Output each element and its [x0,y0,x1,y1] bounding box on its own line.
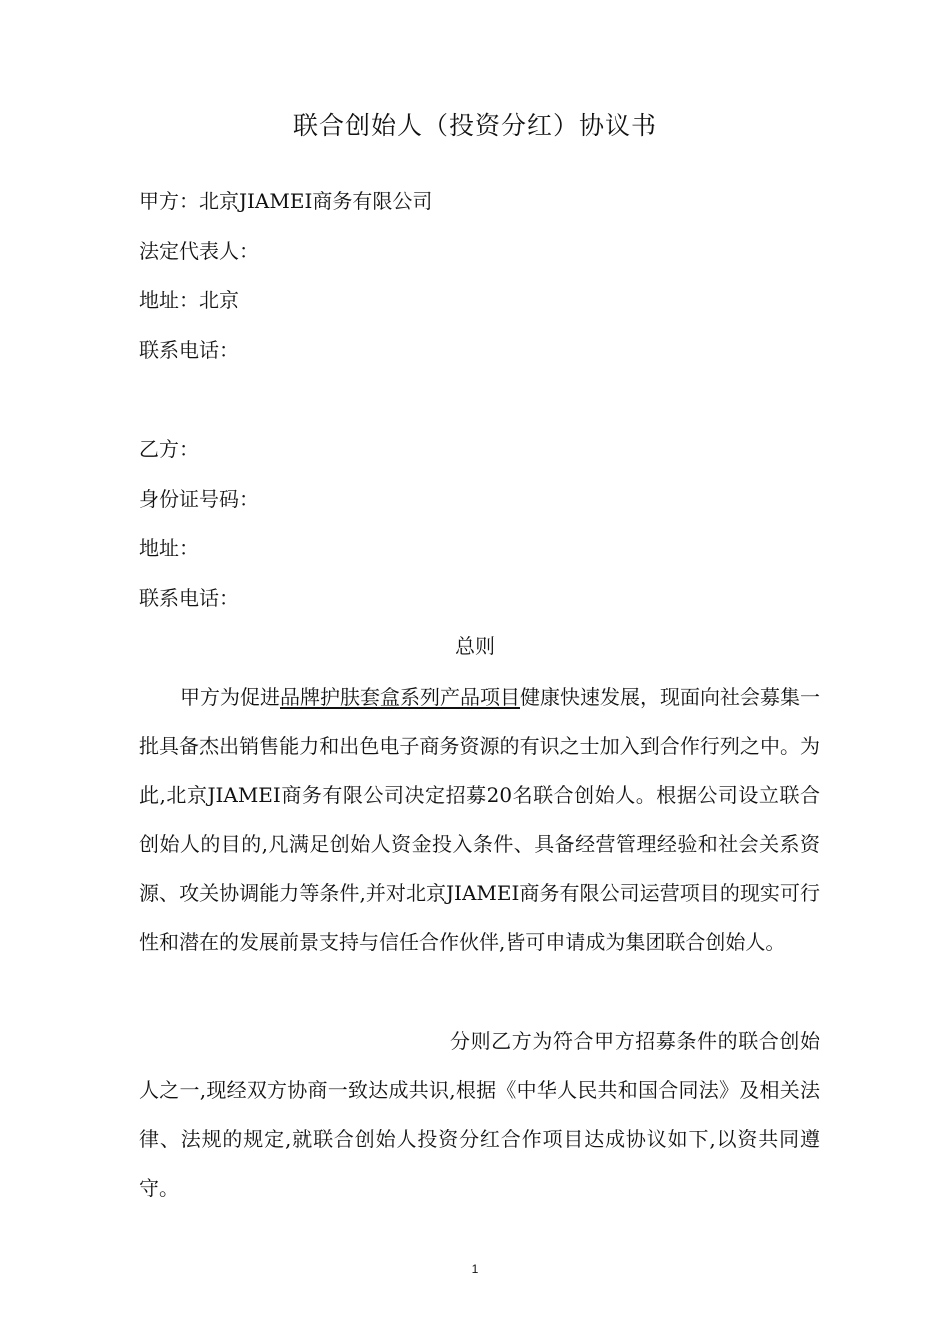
general-paragraph-body: 健康快速发展，现面向社会募集一批具备杰出销售能力和出色电子商务资源的有识之士加入到合作行列之中。为此,北京JIAMEI商务有限公司决定招募20名联合创始人。根据公司设立联合创始人的目的,凡满足创始人资金投入条件、具备经营管理经验和社会关系资源、攻关协调能力等条件,并对北京JIAMEI商务有限公司运营项目的现实可行性和潜在的发展前景支持与信任合作伙伴,皆可申请成为集团联合创始人。 [139,685,820,954]
general-heading: 总则 [455,634,495,658]
party-a-legal-representative: 法定代表人： [139,239,259,263]
party-b-address: 地址： [139,536,199,560]
detail-paragraph: 分则乙方为符合甲方招募条件的联合创始人之一,现经双方协商一致达成共识,根据《中华人民共和国合同法》及相关法律、法规的规定,就联合创始人投资分红合作项目达成协议如下,以资共同遵守。 [139,1029,820,1200]
party-a-phone: 联系电话： [139,338,239,362]
party-b-phone: 联系电话： [139,586,239,610]
general-paragraph-lead: 甲方为促进 [180,685,280,709]
party-a-name: 甲方：北京JIAMEI商务有限公司 [139,189,433,213]
party-a-address: 地址：北京 [139,288,239,312]
project-name-underlined: 品牌护肤套盒系列产品项目 [280,685,520,709]
page-number: 1 [471,1262,479,1276]
party-b-id-number: 身份证号码： [139,487,259,511]
general-paragraph [139,673,820,967]
document-title: 联合创始人（投资分红）协议书 [292,111,657,140]
party-b-name: 乙方： [139,437,199,461]
